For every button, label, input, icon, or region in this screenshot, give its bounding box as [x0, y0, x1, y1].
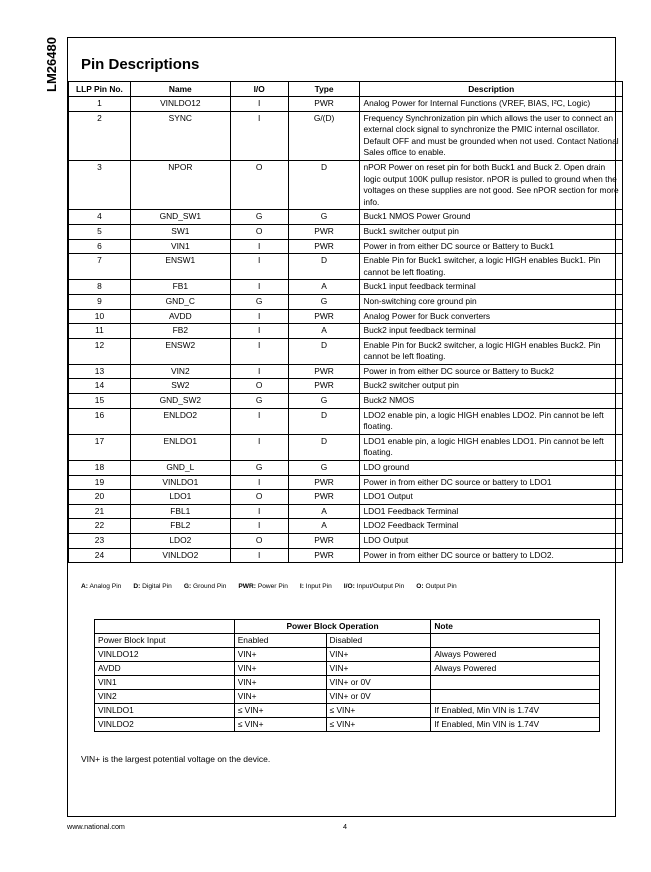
- disabled-value: ≤ VIN+: [326, 704, 431, 718]
- pin-description: LDO1 Output: [360, 490, 623, 505]
- pin-description: nPOR Power on reset pin for both Buck1 and Buck 2. Open drain logic output 100K pullup resistor. nPOR is pulled to ground when the voltages on these supplies are not good. See nPOR section for more info.: [360, 160, 623, 209]
- pin-io: G: [230, 294, 288, 309]
- pin-name: NPOR: [130, 160, 230, 209]
- pin-type: G/(D): [288, 111, 360, 160]
- pin-name: VINLDO12: [130, 97, 230, 112]
- header-pin-no: LLP Pin No.: [69, 82, 131, 97]
- pin-name: GND_SW1: [130, 210, 230, 225]
- pin-description: LDO2 Feedback Terminal: [360, 519, 623, 534]
- disabled-value: ≤ VIN+: [326, 718, 431, 732]
- pin-io: I: [230, 254, 288, 280]
- note-value: [431, 634, 600, 648]
- pin-name: VIN1: [130, 239, 230, 254]
- pin-description: Enable Pin for Buck2 switcher, a logic HIGH enables Buck2. Pin cannot be left floating.: [360, 338, 623, 364]
- disabled-value: VIN+: [326, 648, 431, 662]
- pin-io: I: [230, 97, 288, 112]
- header-type: Type: [288, 82, 360, 97]
- table-row: [95, 718, 600, 732]
- table-row: [69, 475, 623, 490]
- pin-number: 14: [69, 379, 131, 394]
- pin-name: ENSW2: [130, 338, 230, 364]
- pin-description: Buck1 switcher output pin: [360, 224, 623, 239]
- pin-number: 6: [69, 239, 131, 254]
- pin-io: I: [230, 504, 288, 519]
- power-block-input: VINLDO1: [95, 704, 235, 718]
- pin-description: LDO1 Feedback Terminal: [360, 504, 623, 519]
- pin-io: O: [230, 224, 288, 239]
- legend-key: I:: [299, 583, 304, 590]
- table-row: [69, 309, 623, 324]
- pin-type: G: [288, 461, 360, 476]
- pin-io: I: [230, 475, 288, 490]
- table-row: [69, 461, 623, 476]
- table-row: [69, 280, 623, 295]
- legend-text: Power Pin: [257, 583, 288, 590]
- pin-description: Buck1 NMOS Power Ground: [360, 210, 623, 225]
- pin-io: I: [230, 364, 288, 379]
- pin-description: Frequency Synchronization pin which allows the user to connect an external clock signal to synchronize the PMIC internal oscillator. Default OFF and must be grounded when not used. Contact National Sales office to enable.: [360, 111, 623, 160]
- page-number: 4: [343, 822, 347, 831]
- table-row: [69, 97, 623, 112]
- legend-item: [238, 583, 288, 590]
- enabled-value: VIN+: [234, 676, 326, 690]
- pin-type: D: [288, 434, 360, 460]
- legend-text: Analog Pin: [89, 583, 122, 590]
- pin-number: 16: [69, 408, 131, 434]
- table-row: [95, 676, 600, 690]
- table-row: [69, 379, 623, 394]
- header-blank: [95, 620, 235, 634]
- disabled-value: VIN+ or 0V: [326, 690, 431, 704]
- legend-key: O:: [416, 583, 424, 590]
- table-row: [69, 504, 623, 519]
- pin-type: PWR: [288, 534, 360, 549]
- pin-description: LDO Output: [360, 534, 623, 549]
- table-row: [69, 519, 623, 534]
- pin-io: O: [230, 490, 288, 505]
- legend-key: D:: [133, 583, 141, 590]
- pin-number: 13: [69, 364, 131, 379]
- enabled-value: ≤ VIN+: [234, 718, 326, 732]
- pin-number: 20: [69, 490, 131, 505]
- pin-number: 7: [69, 254, 131, 280]
- table-row: [69, 548, 623, 563]
- pin-name: VINLDO2: [130, 548, 230, 563]
- legend-item: [300, 583, 332, 590]
- pin-descriptions-table: [68, 81, 623, 563]
- pin-number: 8: [69, 280, 131, 295]
- disabled-value: VIN+ or 0V: [326, 676, 431, 690]
- pin-type: PWR: [288, 379, 360, 394]
- pin-number: 22: [69, 519, 131, 534]
- pin-number: 10: [69, 309, 131, 324]
- table-row: [69, 394, 623, 409]
- pin-type: G: [288, 394, 360, 409]
- pin-io: I: [230, 434, 288, 460]
- power-block-input: AVDD: [95, 662, 235, 676]
- pin-description: Non-switching core ground pin: [360, 294, 623, 309]
- table-row: [69, 324, 623, 339]
- pin-description: Buck2 NMOS: [360, 394, 623, 409]
- enabled-value: ≤ VIN+: [234, 704, 326, 718]
- table-row: [69, 434, 623, 460]
- legend-text: Ground Pin: [193, 583, 227, 590]
- pin-description: Buck1 input feedback terminal: [360, 280, 623, 295]
- legend-item: [344, 583, 405, 590]
- pin-description: Power in from either DC source or battery to LDO1: [360, 475, 623, 490]
- pin-number: 4: [69, 210, 131, 225]
- pin-io: I: [230, 408, 288, 434]
- pin-name: ENLDO2: [130, 408, 230, 434]
- pin-name: ENLDO1: [130, 434, 230, 460]
- table-row: [69, 364, 623, 379]
- pin-name: GND_L: [130, 461, 230, 476]
- pin-description: LDO2 enable pin, a logic HIGH enables LDO2. Pin cannot be left floating.: [360, 408, 623, 434]
- legend-key: PWR:: [238, 583, 256, 590]
- pin-name: AVDD: [130, 309, 230, 324]
- note-value: [431, 676, 600, 690]
- legend-text: Digital Pin: [142, 583, 172, 590]
- table-row: [95, 704, 600, 718]
- pin-name: FBL1: [130, 504, 230, 519]
- pin-io: I: [230, 338, 288, 364]
- header-note: Note: [431, 620, 600, 634]
- power-block-input: VINLDO2: [95, 718, 235, 732]
- table-row: [69, 534, 623, 549]
- pin-description: LDO ground: [360, 461, 623, 476]
- pin-description: Enable Pin for Buck1 switcher, a logic HIGH enables Buck1. Pin cannot be left floating.: [360, 254, 623, 280]
- pin-type: PWR: [288, 239, 360, 254]
- pin-name: FBL2: [130, 519, 230, 534]
- pin-type: D: [288, 160, 360, 209]
- vin-note: VIN+ is the largest potential voltage on the device.: [81, 754, 271, 764]
- table-row: [95, 662, 600, 676]
- pin-type: D: [288, 408, 360, 434]
- pin-name: GND_C: [130, 294, 230, 309]
- pin-type: A: [288, 504, 360, 519]
- power-block-operation-table: [94, 619, 600, 732]
- pin-name: VINLDO1: [130, 475, 230, 490]
- legend-text: Input Pin: [305, 583, 332, 590]
- pin-type: PWR: [288, 97, 360, 112]
- pin-number: 2: [69, 111, 131, 160]
- pin-type: PWR: [288, 548, 360, 563]
- legend-text: Output Pin: [425, 583, 457, 590]
- table-row: [69, 224, 623, 239]
- pin-description: Analog Power for Internal Functions (VREF, BIAS, I²C, Logic): [360, 97, 623, 112]
- legend-text: Input/Output Pin: [356, 583, 405, 590]
- table-row: [69, 111, 623, 160]
- table-row: [69, 210, 623, 225]
- pin-description: Power in from either DC source or Battery to Buck1: [360, 239, 623, 254]
- pin-number: 23: [69, 534, 131, 549]
- pin-name: FB2: [130, 324, 230, 339]
- note-value: If Enabled, Min VIN is 1.74V: [431, 704, 600, 718]
- pin-description: Power in from either DC source or battery to LDO2.: [360, 548, 623, 563]
- pin-name: SW1: [130, 224, 230, 239]
- pin-description: Power in from either DC source or Battery to Buck2: [360, 364, 623, 379]
- legend-item: [184, 583, 227, 590]
- note-value: Always Powered: [431, 648, 600, 662]
- note-value: If Enabled, Min VIN is 1.74V: [431, 718, 600, 732]
- disabled-value: Disabled: [326, 634, 431, 648]
- pin-io: G: [230, 461, 288, 476]
- power-block-input: VIN1: [95, 676, 235, 690]
- pin-type: A: [288, 324, 360, 339]
- table-row: [69, 338, 623, 364]
- power-block-input: VINLDO12: [95, 648, 235, 662]
- pin-io: I: [230, 239, 288, 254]
- pin-number: 19: [69, 475, 131, 490]
- pin-type: A: [288, 519, 360, 534]
- pin-type: PWR: [288, 224, 360, 239]
- pin-table-header-row: [69, 82, 623, 97]
- footer-url: www.national.com: [67, 822, 125, 831]
- pin-description: Buck2 switcher output pin: [360, 379, 623, 394]
- disabled-value: VIN+: [326, 662, 431, 676]
- pin-number: 15: [69, 394, 131, 409]
- pin-number: 5: [69, 224, 131, 239]
- pin-number: 3: [69, 160, 131, 209]
- pin-number: 17: [69, 434, 131, 460]
- pin-io: G: [230, 210, 288, 225]
- pin-io: I: [230, 548, 288, 563]
- legend-item: [416, 583, 456, 590]
- legend-key: A:: [81, 583, 88, 590]
- legend-key: G:: [183, 583, 192, 590]
- legend-key: I/O:: [343, 583, 355, 590]
- pin-io: I: [230, 519, 288, 534]
- pin-name: FB1: [130, 280, 230, 295]
- table-row: [69, 408, 623, 434]
- pin-name: SW2: [130, 379, 230, 394]
- pin-type: G: [288, 210, 360, 225]
- pin-number: 24: [69, 548, 131, 563]
- table-row: [69, 254, 623, 280]
- note-value: [431, 690, 600, 704]
- table-row: [69, 294, 623, 309]
- pin-type: A: [288, 280, 360, 295]
- note-value: Always Powered: [431, 662, 600, 676]
- pin-number: 9: [69, 294, 131, 309]
- pin-number: 11: [69, 324, 131, 339]
- pin-name: SYNC: [130, 111, 230, 160]
- enabled-value: Enabled: [234, 634, 326, 648]
- pin-io: I: [230, 309, 288, 324]
- legend-item: [133, 583, 172, 590]
- power-block-input: VIN2: [95, 690, 235, 704]
- pin-description: Buck2 input feedback terminal: [360, 324, 623, 339]
- pin-number: 18: [69, 461, 131, 476]
- pin-number: 12: [69, 338, 131, 364]
- pin-name: LDO1: [130, 490, 230, 505]
- pin-name: ENSW1: [130, 254, 230, 280]
- power-table-header-row: [95, 620, 600, 634]
- pin-io: I: [230, 324, 288, 339]
- table-row: [69, 490, 623, 505]
- table-row: [95, 648, 600, 662]
- pin-number: 1: [69, 97, 131, 112]
- pin-io: O: [230, 379, 288, 394]
- pin-type: D: [288, 338, 360, 364]
- pin-name: LDO2: [130, 534, 230, 549]
- pin-name: GND_SW2: [130, 394, 230, 409]
- header-io: I/O: [230, 82, 288, 97]
- pin-io: I: [230, 111, 288, 160]
- pin-type: PWR: [288, 490, 360, 505]
- header-description: Description: [360, 82, 623, 97]
- pin-io: I: [230, 280, 288, 295]
- enabled-value: VIN+: [234, 648, 326, 662]
- section-title: Pin Descriptions: [81, 56, 200, 73]
- pin-io: O: [230, 160, 288, 209]
- pin-io: O: [230, 534, 288, 549]
- pin-description: LDO1 enable pin, a logic HIGH enables LDO1. Pin cannot be left floating.: [360, 434, 623, 460]
- pin-type: PWR: [288, 475, 360, 490]
- table-row: [69, 239, 623, 254]
- header-name: Name: [130, 82, 230, 97]
- pin-name: VIN2: [130, 364, 230, 379]
- pin-type: PWR: [288, 364, 360, 379]
- pin-description: Analog Power for Buck converters: [360, 309, 623, 324]
- legend-item: [81, 583, 121, 590]
- header-power-block-operation: Power Block Operation: [234, 620, 431, 634]
- pin-number: 21: [69, 504, 131, 519]
- table-row: [95, 634, 600, 648]
- table-row: [69, 160, 623, 209]
- enabled-value: VIN+: [234, 690, 326, 704]
- enabled-value: VIN+: [234, 662, 326, 676]
- pin-type: G: [288, 294, 360, 309]
- part-number-side-label: LM26480: [44, 37, 59, 92]
- pin-type: D: [288, 254, 360, 280]
- pin-type-legend: [81, 583, 469, 590]
- pin-type: PWR: [288, 309, 360, 324]
- pin-io: G: [230, 394, 288, 409]
- power-block-input: Power Block Input: [95, 634, 235, 648]
- table-row: [95, 690, 600, 704]
